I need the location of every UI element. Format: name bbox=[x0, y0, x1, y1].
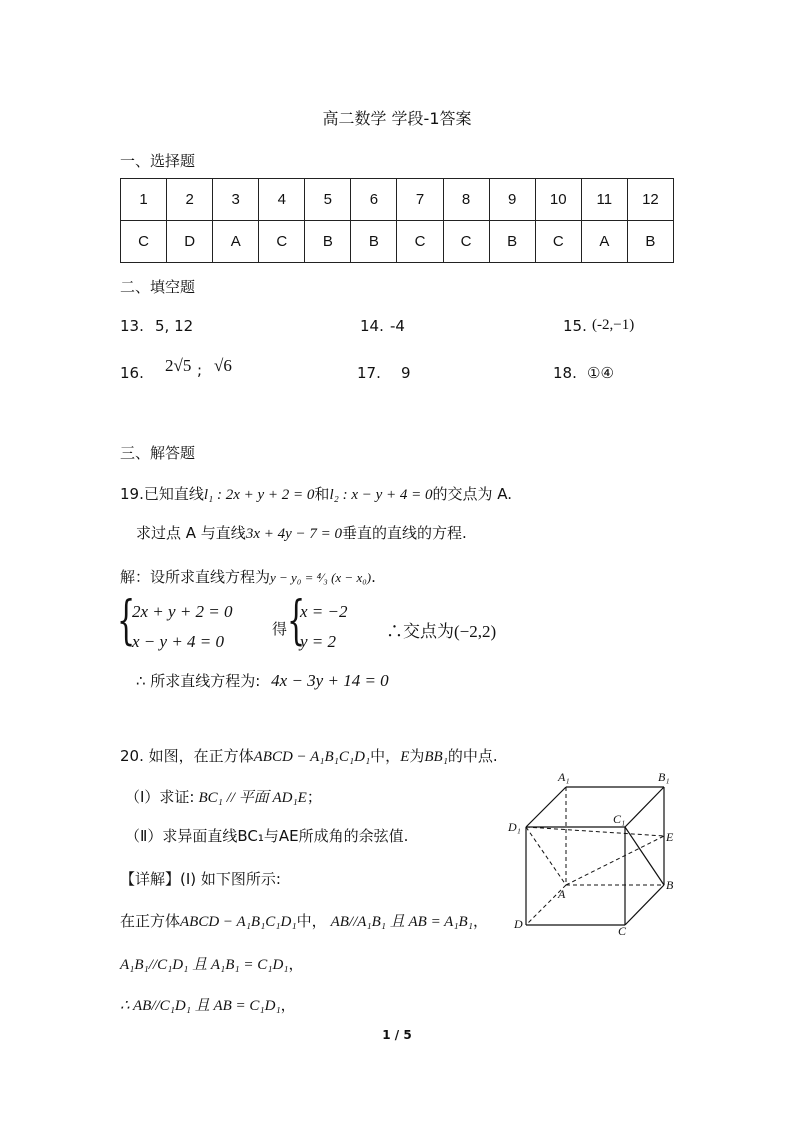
q19-intersection: ∴交点为(−2,2) bbox=[386, 622, 497, 641]
table-row-answers bbox=[121, 221, 674, 263]
label-a: A bbox=[558, 887, 566, 901]
q20-part1-equation: BC₁ // 平面 AD₁E bbox=[198, 790, 307, 806]
q20-text-c: 为 bbox=[409, 747, 425, 765]
q20-part2: （Ⅱ）求异面直线BC₁与AE所成角的余弦值. bbox=[125, 827, 409, 845]
q20-proof-line3 bbox=[120, 994, 296, 1015]
q20-cube-name: ABCD − A₁B₁C₁D₁ bbox=[253, 749, 371, 765]
q19-solution-setup bbox=[120, 566, 376, 587]
system-brace-1: { bbox=[117, 591, 136, 651]
q20-text-a: 20. 如图，在正方体 bbox=[120, 747, 254, 765]
segment-bc1 bbox=[625, 827, 664, 885]
label-b1: B₁ bbox=[658, 770, 670, 784]
section-heading-fill: 二、填空题 bbox=[120, 278, 196, 296]
table-cell-number: 3 bbox=[213, 179, 259, 221]
table-cell-answer: C bbox=[535, 221, 581, 263]
q19-answer-text: ∴ 所求直线方程为: bbox=[136, 672, 261, 690]
q19-line-l2: l₂ : x − y + 4 = 0 bbox=[329, 487, 433, 503]
table-cell-number: 1 bbox=[121, 179, 167, 221]
q16-number: 16. bbox=[120, 364, 144, 382]
table-cell-answer: C bbox=[397, 221, 443, 263]
table-cell-answer: B bbox=[305, 221, 351, 263]
table-cell-number: 11 bbox=[581, 179, 627, 221]
section-heading-solve: 三、解答题 bbox=[120, 444, 196, 462]
table-cell-answer: D bbox=[167, 221, 213, 263]
q16-separator: ; bbox=[197, 361, 203, 379]
q13-answer: 5, 12 bbox=[155, 317, 194, 335]
table-cell-answer: A bbox=[213, 221, 259, 263]
q20-part1-end: ； bbox=[306, 788, 322, 806]
q20-text-b: 中， bbox=[370, 747, 401, 765]
q15-number: 15. bbox=[563, 317, 587, 335]
q19-text-c: 的交点为 A. bbox=[432, 485, 513, 503]
label-e: E bbox=[666, 830, 674, 844]
q20-proof3-comma: ， bbox=[280, 996, 296, 1014]
q14-number: 14. bbox=[360, 317, 384, 335]
table-cell-number: 12 bbox=[627, 179, 673, 221]
system1-row2: x − y + 4 = 0 bbox=[132, 632, 225, 651]
q19-de: 得 bbox=[272, 620, 288, 638]
q19-text-d: 求过点 A 与直线 bbox=[136, 524, 246, 542]
q20-detail-heading: 【详解】(Ⅰ) 如下图所示: bbox=[120, 870, 281, 888]
table-cell-answer: B bbox=[489, 221, 535, 263]
table-cell-answer: A bbox=[581, 221, 627, 263]
q17-number: 17. bbox=[357, 364, 381, 382]
q20-text-d: 的中点. bbox=[447, 747, 498, 765]
label-b: B bbox=[666, 878, 674, 892]
table-cell-answer: B bbox=[351, 221, 397, 263]
q19-text-e: 垂直的直线的方程. bbox=[342, 524, 467, 542]
q14-answer: -4 bbox=[390, 317, 405, 335]
q20-proof1-text-b: 中， bbox=[296, 912, 327, 930]
table-cell-number: 6 bbox=[351, 179, 397, 221]
q15-answer: (-2,−1) bbox=[592, 317, 635, 333]
page-number: 1 / 5 bbox=[382, 1028, 412, 1042]
q20-proof1-relation: AB//A₁B₁ 且 AB = A₁B₁ bbox=[330, 914, 473, 930]
q20-statement bbox=[120, 745, 498, 766]
system1-row1: 2x + y + 2 = 0 bbox=[132, 602, 233, 621]
section-heading-choice: 一、选择题 bbox=[120, 152, 196, 170]
q18-answer: ①④ bbox=[587, 364, 614, 382]
choice-answer-table bbox=[120, 178, 674, 263]
page-title: 高二数学 学段-1答案 bbox=[322, 109, 472, 128]
edge-cb bbox=[625, 885, 664, 925]
q19-final-answer bbox=[136, 670, 389, 691]
q19-line-l1: l₁ : 2x + y + 2 = 0 bbox=[203, 487, 315, 503]
q20-point-e: E bbox=[400, 749, 410, 765]
segment-ae-hidden bbox=[566, 836, 664, 885]
segment-d1e-hidden bbox=[526, 827, 664, 836]
q20-segment-bb1: BB₁ bbox=[424, 749, 448, 765]
table-cell-answer: C bbox=[259, 221, 305, 263]
cube-figure bbox=[500, 765, 690, 940]
q20-proof3-relation: ∴ AB//C₁D₁ 且 AB = C₁D₁ bbox=[120, 998, 281, 1014]
table-cell-answer: C bbox=[443, 221, 489, 263]
q20-proof1-comma: ， bbox=[472, 912, 488, 930]
edge-b1c1 bbox=[625, 787, 664, 827]
label-d1: D₁ bbox=[508, 820, 521, 834]
q19-text-b: 和 bbox=[314, 485, 330, 503]
q20-proof-line1 bbox=[120, 910, 488, 931]
q19-statement-line2 bbox=[136, 522, 467, 543]
q19-sol-dot: . bbox=[371, 568, 376, 586]
label-c: C bbox=[618, 924, 627, 938]
q20-proof-line2 bbox=[120, 953, 304, 974]
table-cell-number: 4 bbox=[259, 179, 305, 221]
q16-answer-a: 2√5 bbox=[165, 356, 192, 375]
table-cell-answer: B bbox=[627, 221, 673, 263]
q17-answer: 9 bbox=[401, 364, 411, 382]
q19-statement-line1 bbox=[120, 483, 512, 504]
q20-proof1-cube: ABCD − A₁B₁C₁D₁ bbox=[180, 914, 297, 930]
q13-number: 13. bbox=[120, 317, 144, 335]
label-a1: A₁ bbox=[558, 770, 570, 784]
q19-sol-equation: y − y₀ = ⁴⁄₃ (x − x₀) bbox=[270, 570, 372, 585]
table-cell-answer: C bbox=[121, 221, 167, 263]
table-cell-number: 8 bbox=[443, 179, 489, 221]
q19-text-a: 19.已知直线 bbox=[120, 485, 204, 503]
system-brace-2: { bbox=[287, 591, 306, 651]
label-d: D bbox=[514, 917, 523, 931]
q20-part1 bbox=[125, 786, 322, 807]
label-c1: C₁ bbox=[613, 812, 626, 826]
q18-number: 18. bbox=[553, 364, 577, 382]
q19-perp-line: 3x + 4y − 7 = 0 bbox=[245, 526, 342, 542]
q20-proof2-comma: ， bbox=[288, 955, 304, 973]
segment-d1a-hidden bbox=[526, 827, 566, 885]
system2-row2: y = 2 bbox=[300, 632, 337, 651]
system2-row1: x = −2 bbox=[300, 602, 348, 621]
q20-proof2-relation: A₁B₁//C₁D₁ 且 A₁B₁ = C₁D₁ bbox=[120, 957, 289, 973]
q16-answer-b: √6 bbox=[214, 356, 232, 375]
edge-a1d1 bbox=[526, 787, 566, 827]
q19-sol-text: 解：设所求直线方程为 bbox=[120, 568, 271, 586]
q20-part1-text: （Ⅰ）求证: bbox=[125, 788, 195, 806]
q20-proof1-text-a: 在正方体 bbox=[120, 912, 181, 930]
table-cell-number: 10 bbox=[535, 179, 581, 221]
table-cell-number: 5 bbox=[305, 179, 351, 221]
table-cell-number: 2 bbox=[167, 179, 213, 221]
table-row-numbers bbox=[121, 179, 674, 221]
table-cell-number: 9 bbox=[489, 179, 535, 221]
q19-answer-equation: 4x − 3y + 14 = 0 bbox=[271, 671, 389, 690]
table-cell-number: 7 bbox=[397, 179, 443, 221]
